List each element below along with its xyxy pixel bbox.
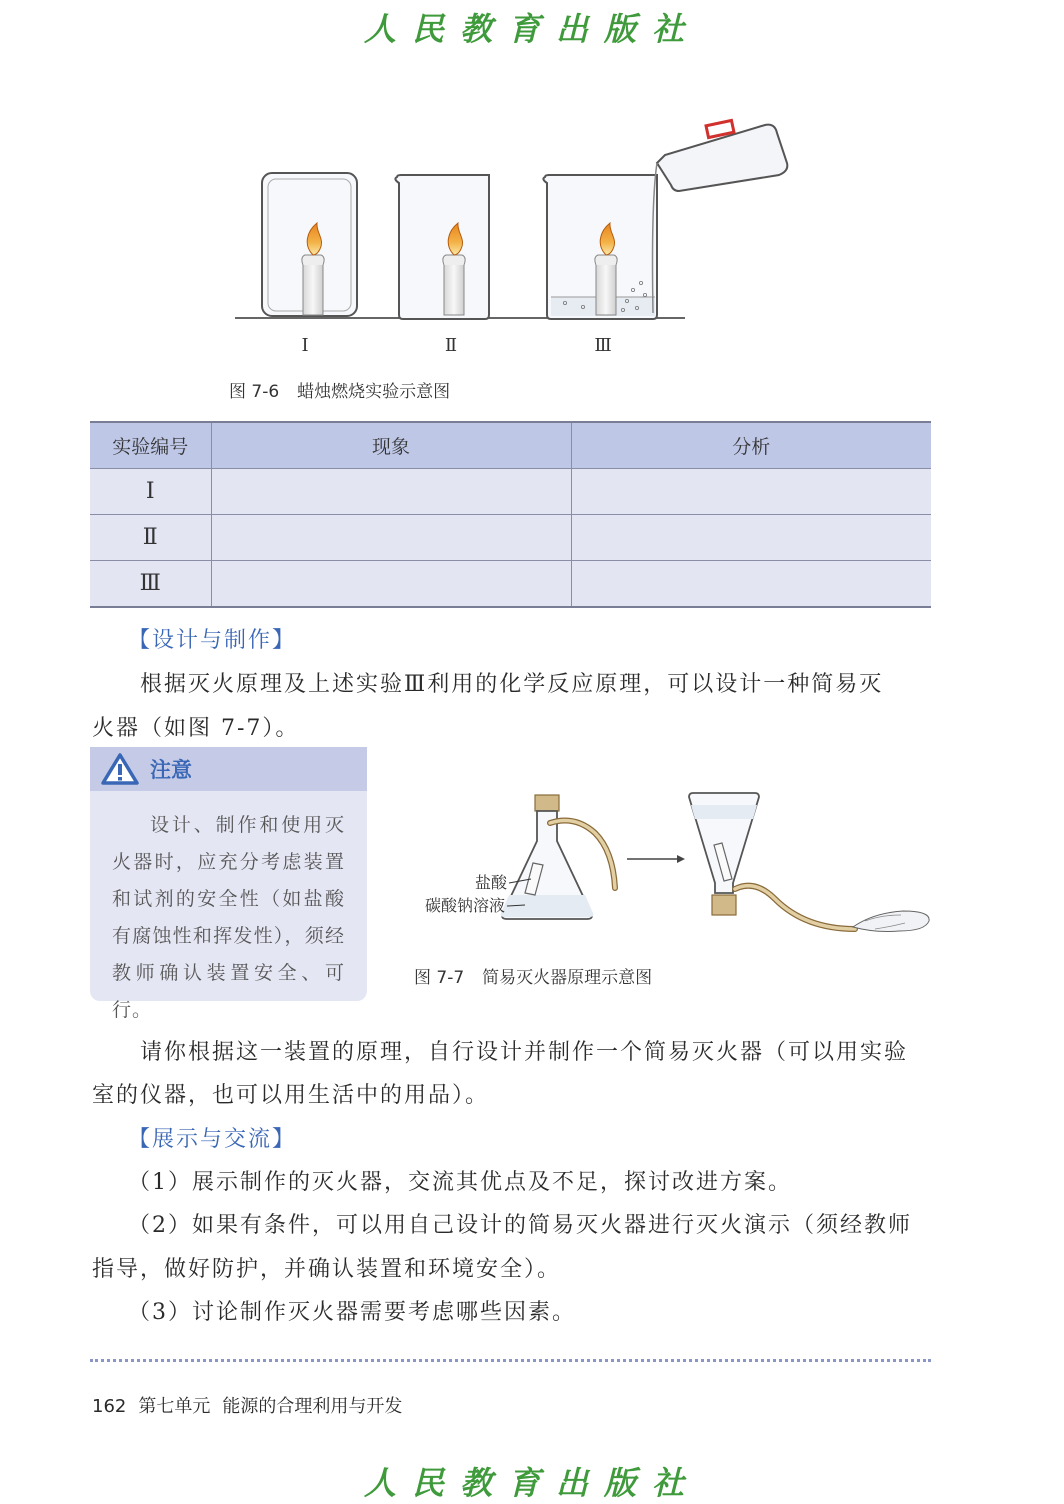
figure-extinguisher-principle [405, 785, 935, 955]
design-text-line-2: 火器（如图 7-7）。 [92, 716, 300, 741]
caution-box [90, 747, 367, 1021]
page-footer [92, 1392, 414, 1418]
row-id: Ⅱ [90, 515, 211, 561]
footer-divider [90, 1359, 931, 1362]
acid-label: 盐酸 [474, 873, 507, 892]
phenomenon-cell[interactable] [211, 561, 571, 608]
publisher-watermark-top: 人民教育出版社 [363, 10, 700, 48]
caption-text: 蜡烛燃烧实验示意图 [297, 382, 451, 402]
row-id: Ⅲ [90, 561, 211, 608]
inverted-flask [689, 793, 929, 932]
exchange-item-2-line-1: （2）如果有条件，可以用自己设计的简易灭火器进行灭火演示（须经教师 [128, 1213, 912, 1238]
table-row [90, 469, 931, 515]
label-2: Ⅱ [444, 335, 458, 356]
publisher-watermark-bottom: 人民教育出版社 [363, 1464, 700, 1502]
flask [501, 795, 616, 919]
figure-candle-experiments [225, 115, 695, 355]
paragraph-line-1: 请你根据这一装置的原理，自行设计并制作一个简易灭火器（可以用实验 [140, 1040, 909, 1065]
exchange-heading: 【展示与交流】 [128, 1127, 297, 1152]
paragraph-line-2: 室的仪器，也可以用生活中的用品）。 [92, 1083, 490, 1108]
design-text-line-1: 根据灭火原理及上述实验Ⅲ利用的化学反应原理，可以设计一种简易灭 [140, 672, 884, 697]
analysis-cell[interactable] [571, 469, 931, 515]
beaker-1 [262, 173, 357, 316]
caption-text: 简易灭火器原理示意图 [482, 968, 653, 988]
beaker-2 [395, 175, 489, 319]
caption-number: 图 7-7 [414, 968, 465, 988]
caption-number: 图 7-6 [229, 382, 280, 402]
header-analysis: 分析 [571, 422, 931, 469]
phenomenon-cell[interactable] [211, 515, 571, 561]
table-row [90, 515, 931, 561]
warning-icon [100, 752, 140, 786]
caution-header [90, 747, 367, 791]
design-heading: 【设计与制作】 [128, 628, 297, 653]
phenomenon-cell[interactable] [211, 469, 571, 515]
unit-name: 第七单元 [138, 1396, 211, 1417]
unit-title: 能源的合理利用与开发 [222, 1396, 403, 1417]
beaker-3 [543, 120, 787, 319]
header-id: 实验编号 [90, 422, 211, 469]
row-id: Ⅰ [90, 469, 211, 515]
exchange-item-3: （3）讨论制作灭火器需要考虑哪些因素。 [128, 1300, 576, 1325]
analysis-cell[interactable] [571, 515, 931, 561]
exchange-item-1: （1）展示制作的灭火器，交流其优点及不足，探讨改进方案。 [128, 1170, 792, 1195]
figure-7-6-caption [229, 377, 450, 402]
header-phenomenon: 现象 [211, 422, 571, 469]
solution-label: 碳酸钠溶液 [424, 896, 505, 915]
analysis-cell[interactable] [571, 561, 931, 608]
page-number: 162 [92, 1396, 127, 1417]
figure-7-7-caption [414, 963, 652, 988]
label-1: Ⅰ [301, 335, 309, 356]
exchange-item-2-line-2: 指导，做好防护，并确认装置和环境安全）。 [92, 1257, 562, 1282]
table-row [90, 561, 931, 608]
table-header-row [90, 422, 931, 469]
caution-title: 注意 [150, 758, 192, 782]
caution-text: 设计、制作和使用灭火器时，应充分考虑装置和试剂的安全性（如盐酸有腐蚀性和挥发性），须经教师确认装置安全、可行。 [112, 814, 345, 1021]
label-3: Ⅲ [594, 335, 612, 356]
experiment-table [90, 421, 931, 608]
